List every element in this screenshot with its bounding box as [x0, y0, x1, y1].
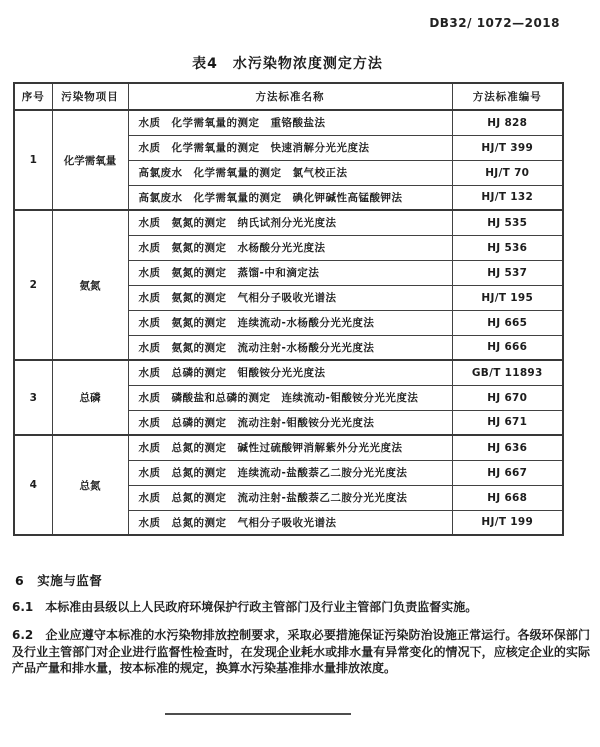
- pollutant-cell: 化学需氧量: [52, 110, 128, 210]
- method-name-cell: 水质 总氮的测定 连续流动-盐酸萘乙二胺分光光度法: [128, 460, 452, 485]
- method-code-cell: HJ 536: [452, 235, 563, 260]
- table-row: [14, 210, 563, 235]
- method-name-cell: 水质 氨氮的测定 蒸馏-中和滴定法: [128, 260, 452, 285]
- section-heading: 6 实施与监督: [15, 573, 103, 588]
- method-name-cell: 水质 化学需氧量的测定 快速消解分光光度法: [128, 135, 452, 160]
- method-name-cell: 高氯废水 化学需氧量的测定 碘化钾碱性高锰酸钾法: [128, 185, 452, 210]
- method-name-cell: 水质 氨氮的测定 纳氏试剂分光光度法: [128, 210, 452, 235]
- method-code-cell: HJ 670: [452, 385, 563, 410]
- seq-cell: 2: [14, 210, 52, 360]
- pollutant-cell: 总磷: [52, 360, 128, 435]
- col-header-method: 方法标准名称: [128, 83, 452, 110]
- method-name-cell: 水质 总磷的测定 流动注射-钼酸铵分光光度法: [128, 410, 452, 435]
- method-name-cell: 水质 氨氮的测定 水杨酸分光光度法: [128, 235, 452, 260]
- method-name-cell: 水质 总氮的测定 流动注射-盐酸萘乙二胺分光光度法: [128, 485, 452, 510]
- method-code-cell: HJ/T 199: [452, 510, 563, 535]
- method-name-cell: 水质 磷酸盐和总磷的测定 连续流动-钼酸铵分光光度法: [128, 385, 452, 410]
- method-code-cell: HJ 665: [452, 310, 563, 335]
- seq-cell: 3: [14, 360, 52, 435]
- method-code-cell: HJ/T 70: [452, 160, 563, 185]
- clause-6-1: 6.1 本标准由县级以上人民政府环境保护行政主管部门及行业主管部门负责监督实施。: [12, 600, 478, 614]
- table-row: [14, 110, 563, 135]
- method-name-cell: 水质 氨氮的测定 连续流动-水杨酸分光光度法: [128, 310, 452, 335]
- method-code-cell: HJ 537: [452, 260, 563, 285]
- method-name-cell: 水质 总氮的测定 气相分子吸收光谱法: [128, 510, 452, 535]
- seq-cell: 1: [14, 110, 52, 210]
- method-code-cell: HJ 828: [452, 110, 563, 135]
- method-name-cell: 水质 总氮的测定 碱性过硫酸钾消解紫外分光光度法: [128, 435, 452, 460]
- clause-6-2: 6.2 企业应遵守本标准的水污染物排放控制要求，采取必要措施保证污染防治设施正常运行。各级环保部门及行业主管部门对企业进行监督性检查时，在发现企业耗水或排水量有异常变化的情况下，应核定企业的实际产品产量和排水量，按本标准的规定，换算水污染基准排水量排放浓度。: [12, 628, 590, 675]
- method-code-cell: HJ 666: [452, 335, 563, 360]
- table-title: 表4 水污染物浓度测定方法: [192, 56, 383, 72]
- table-row: [14, 435, 563, 460]
- method-name-cell: 水质 化学需氧量的测定 重铬酸盐法: [128, 110, 452, 135]
- methods-table: [13, 82, 564, 536]
- method-name-cell: 水质 氨氮的测定 流动注射-水杨酸分光光度法: [128, 335, 452, 360]
- method-code-cell: HJ/T 195: [452, 285, 563, 310]
- table-header-row: [14, 83, 563, 110]
- col-header-seq: 序号: [14, 83, 52, 110]
- footer-divider: [165, 713, 351, 715]
- method-name-cell: 水质 氨氮的测定 气相分子吸收光谱法: [128, 285, 452, 310]
- method-name-cell: 水质 总磷的测定 钼酸铵分光光度法: [128, 360, 452, 385]
- table-row: [14, 360, 563, 385]
- document-number: DB32/ 1072—2018: [429, 16, 560, 30]
- method-code-cell: HJ 636: [452, 435, 563, 460]
- pollutant-cell: 总氮: [52, 435, 128, 535]
- col-header-code: 方法标准编号: [452, 83, 563, 110]
- method-name-cell: 高氯废水 化学需氧量的测定 氯气校正法: [128, 160, 452, 185]
- pollutant-cell: 氨氮: [52, 210, 128, 360]
- method-code-cell: HJ 535: [452, 210, 563, 235]
- seq-cell: 4: [14, 435, 52, 535]
- method-code-cell: HJ 668: [452, 485, 563, 510]
- method-code-cell: HJ 671: [452, 410, 563, 435]
- method-code-cell: GB/T 11893: [452, 360, 563, 385]
- col-header-pollutant: 污染物项目: [52, 83, 128, 110]
- method-code-cell: HJ 667: [452, 460, 563, 485]
- method-code-cell: HJ/T 399: [452, 135, 563, 160]
- method-code-cell: HJ/T 132: [452, 185, 563, 210]
